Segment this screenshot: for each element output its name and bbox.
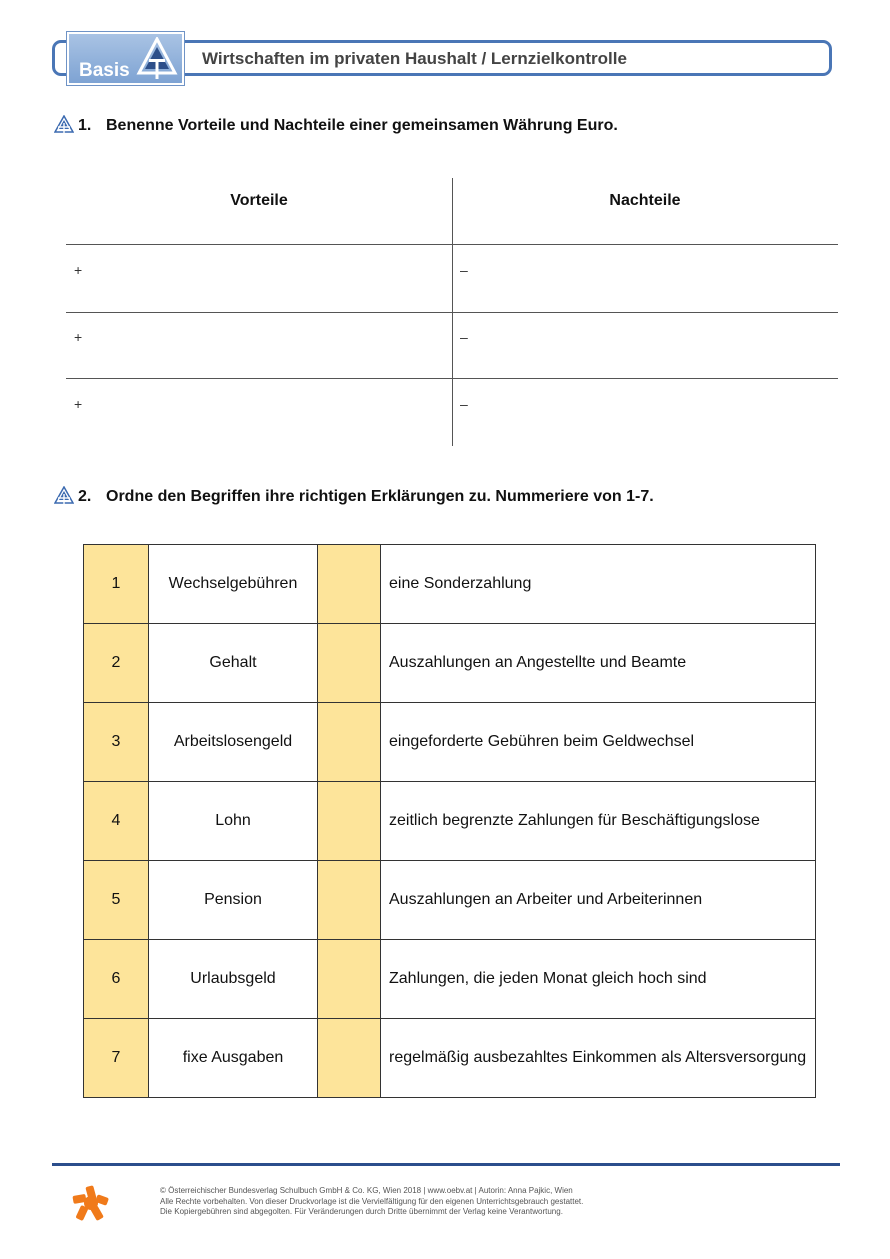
table-row [84,703,816,782]
term-label: Lohn [149,782,318,861]
level-pyramid-icon [54,486,74,506]
column-header-pros: Vorteile [230,192,288,209]
row-divider [66,244,838,245]
level-pyramid-icon [54,115,74,135]
answer-field[interactable] [318,624,381,703]
logo-label: Basis [79,60,130,81]
task2-instruction: Ordne den Begriffen ihre richtigen Erklärungen zu. Nummeriere von 1-7. [106,488,654,505]
table-row [84,861,816,940]
table-row [84,940,816,1019]
term-description: regelmäßig ausbezahltes Einkommen als Altersversorgung [381,1019,816,1098]
row-divider [66,378,838,379]
table-row [84,624,816,703]
pyramid-icon [135,37,179,81]
answer-field[interactable] [318,703,381,782]
pros-entry-1[interactable]: + [74,262,83,278]
term-description: zeitlich begrenzte Zahlungen für Beschäftigungslose [381,782,816,861]
term-label: fixe Ausgaben [149,1019,318,1098]
term-label: Urlaubsgeld [149,940,318,1019]
table-row [84,1019,816,1098]
term-number: 3 [84,703,149,782]
table-row [84,545,816,624]
publisher-logo-icon [72,1184,110,1222]
cons-entry-3[interactable]: – [460,396,468,412]
answer-field[interactable] [318,782,381,861]
term-label: Gehalt [149,624,318,703]
term-number: 4 [84,782,149,861]
liability-line: Die Kopiergebühren sind abgegolten. Für Veränderungen durch Dritte übernimmt der Verlag keine Verantwortung. [160,1207,563,1216]
rights-line: Alle Rechte vorbehalten. Von dieser Druckvorlage ist die Vervielfältigung für den eigenen Unterrichtsgebrauch gestattet. [160,1196,584,1206]
term-number: 1 [84,545,149,624]
term-description: Zahlungen, die jeden Monat gleich hoch sind [381,940,816,1019]
table-row [84,782,816,861]
term-number: 5 [84,861,149,940]
page-title: Wirtschaften im privaten Haushalt / Lernzielkontrolle [202,49,627,68]
term-label: Wechselgebühren [149,545,318,624]
footer-divider [52,1163,840,1166]
term-description: eine Sonderzahlung [381,545,816,624]
term-description: eingeforderte Gebühren beim Geldwechsel [381,703,816,782]
pros-entry-3[interactable]: + [74,396,83,412]
task1-instruction: Benenne Vorteile und Nachteile einer gemeinsamen Währung Euro. [106,117,618,134]
cons-entry-2[interactable]: – [460,329,468,345]
term-number: 6 [84,940,149,1019]
cons-entry-1[interactable]: – [460,262,468,278]
matching-table [83,544,816,1098]
term-description: Auszahlungen an Angestellte und Beamte [381,624,816,703]
term-description: Auszahlungen an Arbeiter und Arbeiterinnen [381,861,816,940]
answer-field[interactable] [318,861,381,940]
task1-number: 1. [78,117,92,134]
copyright-notice [160,1186,583,1218]
task2-number: 2. [78,488,92,505]
term-number: 7 [84,1019,149,1098]
pros-cons-table [66,178,838,446]
term-label: Pension [149,861,318,940]
column-header-cons: Nachteile [609,192,681,209]
answer-field[interactable] [318,1019,381,1098]
basis-logo [67,32,184,85]
answer-field[interactable] [318,545,381,624]
term-label: Arbeitslosengeld [149,703,318,782]
row-divider [66,312,838,313]
pros-entry-2[interactable]: + [74,329,83,345]
term-number: 2 [84,624,149,703]
copyright-line: © Österreichischer Bundesverlag Schulbuch GmbH & Co. KG, Wien 2018 | www.oebv.at | Autorin: Anna Pajkic, Wien [160,1186,573,1195]
answer-field[interactable] [318,940,381,1019]
